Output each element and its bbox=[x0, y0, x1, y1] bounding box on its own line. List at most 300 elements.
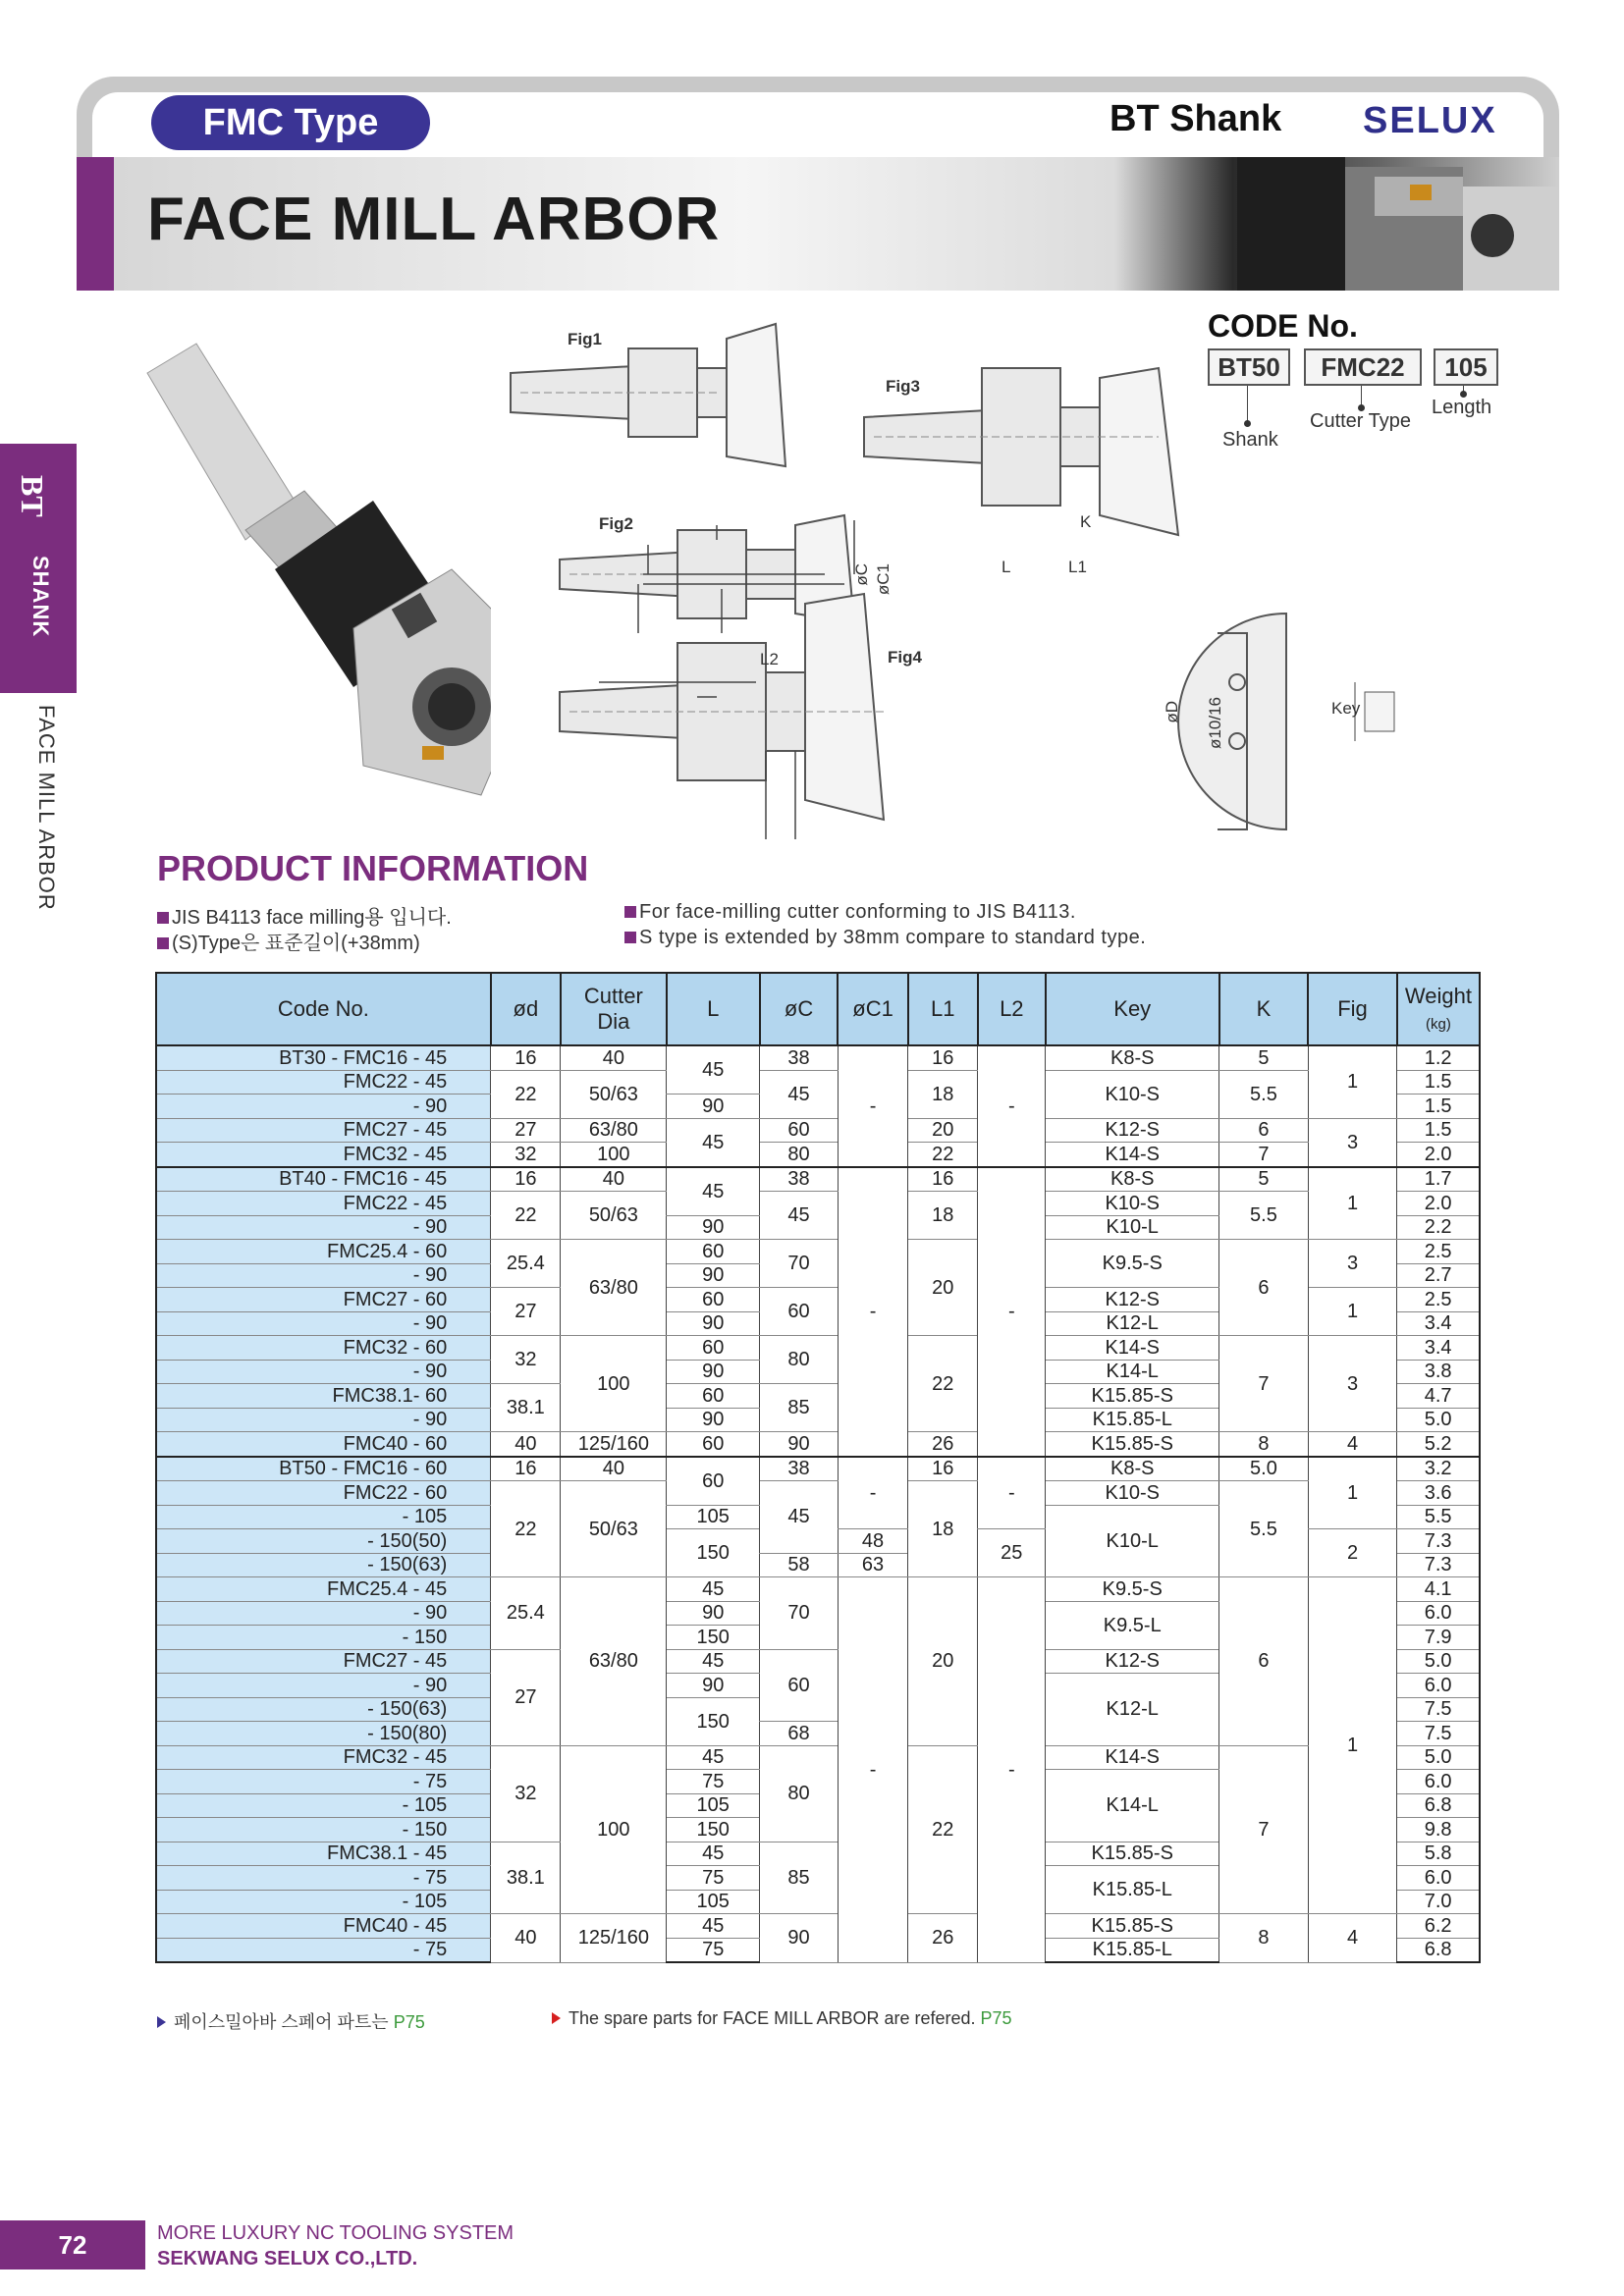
table-cell: K14-S bbox=[1046, 1336, 1219, 1361]
header-key: Key bbox=[1046, 973, 1219, 1045]
table-cell: 25.4 bbox=[491, 1577, 561, 1650]
table-cell: 26 bbox=[908, 1914, 978, 1963]
dim-hole-label: ø10/16 bbox=[1206, 697, 1224, 749]
table-cell: 1.5 bbox=[1397, 1118, 1480, 1143]
table-cell: 90 bbox=[667, 1601, 760, 1626]
table-cell: 45 bbox=[760, 1481, 839, 1554]
table-cell: 7.5 bbox=[1397, 1722, 1480, 1746]
code-cell: FMC40 - 45 bbox=[156, 1914, 491, 1939]
table-cell: 20 bbox=[908, 1240, 978, 1336]
table-cell: 4 bbox=[1308, 1432, 1397, 1457]
table-cell: 63 bbox=[838, 1553, 907, 1577]
fig1-label: Fig1 bbox=[568, 330, 602, 348]
table-cell: K12-S bbox=[1046, 1649, 1219, 1674]
table-cell: 50/63 bbox=[561, 1481, 667, 1577]
table-cell: 63/80 bbox=[561, 1240, 667, 1336]
code-cell: - 150(50) bbox=[156, 1529, 491, 1554]
table-cell: 20 bbox=[908, 1118, 978, 1143]
table-cell: 38.1 bbox=[491, 1384, 561, 1432]
table-cell: 2.5 bbox=[1397, 1288, 1480, 1312]
table-cell: 5.5 bbox=[1219, 1481, 1309, 1577]
table-cell: 105 bbox=[667, 1890, 760, 1914]
table-cell: 22 bbox=[908, 1143, 978, 1167]
code-cell: - 75 bbox=[156, 1866, 491, 1891]
table-cell: 75 bbox=[667, 1938, 760, 1962]
table-cell: 45 bbox=[667, 1649, 760, 1674]
header-l2: L2 bbox=[978, 973, 1046, 1045]
table-cell: 7.0 bbox=[1397, 1890, 1480, 1914]
dim-od-label: øD bbox=[1163, 701, 1181, 723]
table-cell: 5.0 bbox=[1397, 1745, 1480, 1770]
code-cell: FMC25.4 - 45 bbox=[156, 1577, 491, 1602]
header-k: K bbox=[1219, 973, 1309, 1045]
table-cell: 27 bbox=[491, 1649, 561, 1745]
table-cell: 6.0 bbox=[1397, 1674, 1480, 1698]
table-cell: 26 bbox=[908, 1432, 978, 1457]
table-cell: 2.0 bbox=[1397, 1143, 1480, 1167]
code-shank-box: BT50 bbox=[1208, 348, 1290, 386]
note-ko-1: JIS B4113 face milling용 입니다. bbox=[157, 901, 452, 930]
table-row bbox=[156, 1240, 1480, 1264]
table-cell: 90 bbox=[667, 1674, 760, 1698]
dim-l1-label: L1 bbox=[1068, 558, 1087, 576]
spare-parts-note-ko: 페이스밀아바 스페어 파트는 P75 bbox=[157, 2008, 425, 2034]
table-cell: 60 bbox=[760, 1649, 839, 1722]
table-cell: 60 bbox=[667, 1240, 760, 1264]
table-cell: - bbox=[838, 1045, 907, 1167]
table-cell: 48 bbox=[838, 1529, 907, 1554]
table-cell: 150 bbox=[667, 1697, 760, 1745]
table-cell: 45 bbox=[667, 1577, 760, 1602]
code-length-label: Length bbox=[1432, 397, 1492, 418]
code-shank-label: Shank bbox=[1222, 429, 1278, 451]
code-cell: - 105 bbox=[156, 1890, 491, 1914]
spec-table bbox=[155, 972, 1481, 1963]
table-cell: K9.5-S bbox=[1046, 1577, 1219, 1602]
table-cell: 45 bbox=[667, 1118, 760, 1167]
header-oc: øC bbox=[760, 973, 839, 1045]
code-cell: FMC27 - 45 bbox=[156, 1118, 491, 1143]
table-cell: 45 bbox=[667, 1842, 760, 1866]
brand-logo: SELUX bbox=[1363, 100, 1497, 141]
table-row bbox=[156, 1914, 1480, 1939]
table-cell: 1 bbox=[1308, 1457, 1397, 1529]
code-cell: FMC32 - 45 bbox=[156, 1143, 491, 1167]
code-cell: BT30 - FMC16 - 45 bbox=[156, 1045, 491, 1070]
table-cell: 2 bbox=[1308, 1529, 1397, 1577]
table-cell: 2.2 bbox=[1397, 1215, 1480, 1240]
table-cell: K8-S bbox=[1046, 1457, 1219, 1481]
table-cell: K14-S bbox=[1046, 1745, 1219, 1770]
table-cell: K10-L bbox=[1046, 1505, 1219, 1577]
table-cell: 150 bbox=[667, 1626, 760, 1650]
table-cell: 70 bbox=[760, 1240, 839, 1288]
table-cell: 32 bbox=[491, 1745, 561, 1842]
table-cell: 40 bbox=[491, 1914, 561, 1963]
table-cell: 1.2 bbox=[1397, 1045, 1480, 1070]
header-fig: Fig bbox=[1308, 973, 1397, 1045]
table-cell: 5.0 bbox=[1219, 1457, 1309, 1481]
header-l: L bbox=[667, 973, 760, 1045]
table-header-row bbox=[156, 973, 1480, 1045]
table-cell: 3 bbox=[1308, 1240, 1397, 1288]
table-cell: 25 bbox=[978, 1529, 1046, 1577]
table-cell: K8-S bbox=[1046, 1045, 1219, 1070]
code-cell: FMC25.4 - 60 bbox=[156, 1240, 491, 1264]
triangle-bullet-icon bbox=[552, 2012, 561, 2024]
table-cell: 3.8 bbox=[1397, 1360, 1480, 1384]
table-cell: 105 bbox=[667, 1505, 760, 1529]
header-oc1: øC1 bbox=[838, 973, 907, 1045]
table-cell: 22 bbox=[491, 1192, 561, 1240]
table-cell: K15.85-S bbox=[1046, 1842, 1219, 1866]
table-cell: 27 bbox=[491, 1118, 561, 1143]
table-cell: 1 bbox=[1308, 1577, 1397, 1914]
table-cell: 100 bbox=[561, 1336, 667, 1432]
table-row bbox=[156, 1070, 1480, 1095]
spare-parts-link-en[interactable]: P75 bbox=[980, 2008, 1012, 2028]
table-cell: 3.4 bbox=[1397, 1311, 1480, 1336]
table-row bbox=[156, 1432, 1480, 1457]
header-l1: L1 bbox=[908, 973, 978, 1045]
table-cell: 7.3 bbox=[1397, 1529, 1480, 1554]
table-cell: 8 bbox=[1219, 1432, 1309, 1457]
table-cell: K15.85-L bbox=[1046, 1408, 1219, 1432]
code-cell: - 90 bbox=[156, 1095, 491, 1119]
table-cell: 6 bbox=[1219, 1118, 1309, 1143]
table-cell: 7.3 bbox=[1397, 1553, 1480, 1577]
table-cell: 1.5 bbox=[1397, 1070, 1480, 1095]
table-cell: K8-S bbox=[1046, 1167, 1219, 1192]
table-cell: 90 bbox=[667, 1360, 760, 1384]
side-tab-shank: SHANK bbox=[28, 556, 53, 638]
table-cell: 20 bbox=[908, 1577, 978, 1746]
table-cell: 150 bbox=[667, 1818, 760, 1842]
table-cell: 80 bbox=[760, 1745, 839, 1842]
code-cell: BT50 - FMC16 - 60 bbox=[156, 1457, 491, 1481]
table-cell: 85 bbox=[760, 1384, 839, 1432]
table-cell: - bbox=[838, 1457, 907, 1529]
table-cell: 5 bbox=[1219, 1167, 1309, 1192]
table-cell: 90 bbox=[760, 1432, 839, 1457]
table-row bbox=[156, 1118, 1480, 1143]
note-en-2: S type is extended by 38mm compare to standard type. bbox=[624, 927, 1146, 949]
code-cell: - 90 bbox=[156, 1215, 491, 1240]
table-cell: 16 bbox=[491, 1167, 561, 1192]
side-tab-bt: BT bbox=[15, 475, 50, 517]
fig3-label: Fig3 bbox=[886, 377, 920, 396]
table-cell: 105 bbox=[667, 1793, 760, 1818]
table-cell: 100 bbox=[561, 1143, 667, 1167]
code-cell: - 75 bbox=[156, 1938, 491, 1962]
table-cell: 6.0 bbox=[1397, 1866, 1480, 1891]
table-cell: 6 bbox=[1219, 1577, 1309, 1746]
table-row bbox=[156, 1745, 1480, 1770]
code-cell: - 150 bbox=[156, 1818, 491, 1842]
triangle-bullet-icon bbox=[157, 2016, 166, 2028]
table-cell: 90 bbox=[667, 1215, 760, 1240]
fig4-label: Fig4 bbox=[888, 648, 922, 667]
table-cell: 70 bbox=[760, 1577, 839, 1650]
table-cell: 22 bbox=[908, 1745, 978, 1914]
technical-drawings bbox=[491, 309, 1404, 849]
table-cell: - bbox=[978, 1045, 1046, 1167]
table-cell: 7 bbox=[1219, 1143, 1309, 1167]
table-cell: 1.5 bbox=[1397, 1095, 1480, 1119]
table-cell: 16 bbox=[491, 1457, 561, 1481]
dim-l-label: L bbox=[1001, 558, 1011, 576]
table-cell: 60 bbox=[667, 1336, 760, 1361]
table-cell: 3 bbox=[1308, 1336, 1397, 1432]
table-cell: 5.0 bbox=[1397, 1649, 1480, 1674]
code-cell: - 90 bbox=[156, 1263, 491, 1288]
code-cell: FMC27 - 45 bbox=[156, 1649, 491, 1674]
table-cell: K12-S bbox=[1046, 1118, 1219, 1143]
table-cell: 45 bbox=[667, 1045, 760, 1095]
table-cell: 7.5 bbox=[1397, 1697, 1480, 1722]
table-cell: 16 bbox=[908, 1457, 978, 1481]
table-cell: 16 bbox=[908, 1167, 978, 1192]
code-cell: FMC22 - 45 bbox=[156, 1070, 491, 1095]
table-cell: 7.9 bbox=[1397, 1626, 1480, 1650]
table-cell: 2.0 bbox=[1397, 1192, 1480, 1216]
code-cell: - 90 bbox=[156, 1674, 491, 1698]
code-cell: - 105 bbox=[156, 1505, 491, 1529]
dim-l2-label: L2 bbox=[760, 650, 779, 668]
table-cell: 8 bbox=[1219, 1914, 1309, 1963]
table-cell: 6 bbox=[1219, 1240, 1309, 1336]
table-row bbox=[156, 1192, 1480, 1216]
table-cell: 60 bbox=[760, 1118, 839, 1143]
code-cell: FMC32 - 60 bbox=[156, 1336, 491, 1361]
table-cell: 150 bbox=[667, 1529, 760, 1577]
code-shank-dot bbox=[1244, 420, 1251, 427]
table-cell: 5.5 bbox=[1219, 1070, 1309, 1118]
table-cell: 50/63 bbox=[561, 1192, 667, 1240]
page-title: FACE MILL ARBOR bbox=[147, 186, 721, 253]
table-row bbox=[156, 1143, 1480, 1167]
dim-key-label: Key bbox=[1331, 699, 1361, 718]
table-cell: 90 bbox=[667, 1408, 760, 1432]
spare-parts-note-en: The spare parts for FACE MILL ARBOR are refered. P75 bbox=[552, 2008, 1012, 2029]
table-row bbox=[156, 1045, 1480, 1070]
note-ko-2: (S)Type은 표준길이(+38mm) bbox=[157, 927, 420, 955]
table-cell: 1 bbox=[1308, 1045, 1397, 1118]
table-cell: 125/160 bbox=[561, 1914, 667, 1963]
table-cell: 5.8 bbox=[1397, 1842, 1480, 1866]
table-cell: 90 bbox=[667, 1311, 760, 1336]
table-cell: 25.4 bbox=[491, 1240, 561, 1288]
table-cell: 1.7 bbox=[1397, 1167, 1480, 1192]
code-cell: BT40 - FMC16 - 45 bbox=[156, 1167, 491, 1192]
table-cell: K12-L bbox=[1046, 1311, 1219, 1336]
table-cell: 40 bbox=[491, 1432, 561, 1457]
table-cell: 2.5 bbox=[1397, 1240, 1480, 1264]
spare-parts-link-ko[interactable]: P75 bbox=[393, 2012, 425, 2032]
table-cell: 63/80 bbox=[561, 1118, 667, 1143]
table-cell: 40 bbox=[561, 1045, 667, 1070]
footer-slogan: MORE LUXURY NC TOOLING SYSTEM bbox=[157, 2222, 514, 2244]
code-cutter-box: FMC22 bbox=[1304, 348, 1422, 386]
code-cell: FMC32 - 45 bbox=[156, 1745, 491, 1770]
code-cell: FMC27 - 60 bbox=[156, 1288, 491, 1312]
code-no-title: CODE No. bbox=[1208, 308, 1358, 344]
table-cell: 6.2 bbox=[1397, 1914, 1480, 1939]
table-cell: - bbox=[838, 1577, 907, 1963]
header-cutter: Cutter Dia bbox=[561, 973, 667, 1045]
table-cell: 5.5 bbox=[1219, 1192, 1309, 1240]
table-cell: 90 bbox=[667, 1095, 760, 1119]
table-cell: 4.7 bbox=[1397, 1384, 1480, 1409]
table-cell: 45 bbox=[760, 1192, 839, 1240]
code-cell: FMC22 - 60 bbox=[156, 1481, 491, 1506]
table-cell: 4 bbox=[1308, 1914, 1397, 1963]
table-row bbox=[156, 1481, 1480, 1506]
table-cell: 80 bbox=[760, 1336, 839, 1384]
table-cell: 1 bbox=[1308, 1288, 1397, 1336]
table-row bbox=[156, 1577, 1480, 1602]
table-cell: K10-S bbox=[1046, 1192, 1219, 1216]
table-cell: 3 bbox=[1308, 1118, 1397, 1167]
table-cell: 5 bbox=[1219, 1045, 1309, 1070]
note-en-1: For face-milling cutter conforming to JIS B4113. bbox=[624, 901, 1076, 924]
table-cell: K15.85-L bbox=[1046, 1938, 1219, 1962]
table-cell: 90 bbox=[760, 1914, 839, 1963]
table-cell: 80 bbox=[760, 1143, 839, 1167]
table-cell: 16 bbox=[908, 1045, 978, 1070]
table-cell: - bbox=[838, 1167, 907, 1457]
table-cell: 22 bbox=[491, 1481, 561, 1577]
table-cell: K9.5-S bbox=[1046, 1240, 1219, 1288]
shank-title: BT Shank bbox=[1110, 98, 1282, 139]
table-cell: K15.85-S bbox=[1046, 1384, 1219, 1409]
table-cell: K10-L bbox=[1046, 1215, 1219, 1240]
table-cell: 60 bbox=[667, 1288, 760, 1312]
side-section-label: FACE MILL ARBOR bbox=[34, 705, 59, 911]
table-cell: 18 bbox=[908, 1070, 978, 1118]
table-cell: 38 bbox=[760, 1457, 839, 1481]
table-cell: 7 bbox=[1219, 1336, 1309, 1432]
table-cell: 16 bbox=[491, 1045, 561, 1070]
table-cell: 9.8 bbox=[1397, 1818, 1480, 1842]
table-cell: 45 bbox=[667, 1914, 760, 1939]
table-cell: 60 bbox=[760, 1288, 839, 1336]
table-cell: 125/160 bbox=[561, 1432, 667, 1457]
code-cell: FMC38.1- 60 bbox=[156, 1384, 491, 1409]
table-cell: K15.85-S bbox=[1046, 1432, 1219, 1457]
header-weight: Weight (kg) bbox=[1397, 973, 1480, 1045]
code-cell: - 90 bbox=[156, 1408, 491, 1432]
code-shank-leader bbox=[1247, 386, 1248, 425]
table-cell: 75 bbox=[667, 1866, 760, 1891]
table-cell: 60 bbox=[667, 1457, 760, 1506]
table-row bbox=[156, 1167, 1480, 1192]
code-cell: - 150(63) bbox=[156, 1697, 491, 1722]
table-cell: - bbox=[978, 1457, 1046, 1529]
table-cell: 38.1 bbox=[491, 1842, 561, 1914]
table-cell: 45 bbox=[760, 1070, 839, 1118]
table-cell: 32 bbox=[491, 1143, 561, 1167]
table-cell: 6.0 bbox=[1397, 1601, 1480, 1626]
table-row bbox=[156, 1336, 1480, 1361]
table-cell: K12-S bbox=[1046, 1288, 1219, 1312]
table-cell: 22 bbox=[491, 1070, 561, 1118]
table-cell: K12-L bbox=[1046, 1674, 1219, 1746]
table-cell: 40 bbox=[561, 1457, 667, 1481]
dim-oc1-label: øC1 bbox=[874, 563, 893, 596]
code-cell: FMC22 - 45 bbox=[156, 1192, 491, 1216]
table-cell: 60 bbox=[667, 1432, 760, 1457]
table-cell: 6.8 bbox=[1397, 1938, 1480, 1962]
header-code: Code No. bbox=[156, 973, 491, 1045]
code-length-box: 105 bbox=[1434, 348, 1498, 386]
table-cell: K10-S bbox=[1046, 1070, 1219, 1118]
table-cell: 38 bbox=[760, 1167, 839, 1192]
product-info-title: PRODUCT INFORMATION bbox=[157, 848, 589, 888]
table-cell: 3.6 bbox=[1397, 1481, 1480, 1506]
table-cell: 60 bbox=[667, 1384, 760, 1409]
table-cell: 6.8 bbox=[1397, 1793, 1480, 1818]
table-cell: 3.2 bbox=[1397, 1457, 1480, 1481]
table-cell: K14-L bbox=[1046, 1360, 1219, 1384]
table-cell: 90 bbox=[667, 1263, 760, 1288]
table-cell: K9.5-L bbox=[1046, 1601, 1219, 1649]
table-cell: 7 bbox=[1219, 1745, 1309, 1914]
table-cell: 50/63 bbox=[561, 1070, 667, 1118]
table-cell: 32 bbox=[491, 1336, 561, 1384]
code-cell: - 150(80) bbox=[156, 1722, 491, 1746]
table-cell: 27 bbox=[491, 1288, 561, 1336]
code-cell: - 90 bbox=[156, 1360, 491, 1384]
table-cell: 2.7 bbox=[1397, 1263, 1480, 1288]
table-cell: 63/80 bbox=[561, 1577, 667, 1746]
code-cell: - 90 bbox=[156, 1311, 491, 1336]
dim-oc-label: øC bbox=[852, 563, 871, 586]
table-cell: 18 bbox=[908, 1481, 978, 1577]
table-cell: 3.4 bbox=[1397, 1336, 1480, 1361]
table-cell: 100 bbox=[561, 1745, 667, 1914]
code-cutter-label: Cutter Type bbox=[1310, 410, 1412, 432]
code-cell: - 105 bbox=[156, 1793, 491, 1818]
table-cell: 6.0 bbox=[1397, 1770, 1480, 1794]
table-cell: 75 bbox=[667, 1770, 760, 1794]
table-cell: 4.1 bbox=[1397, 1577, 1480, 1602]
footer-company: SEKWANG SELUX CO.,LTD. bbox=[157, 2248, 418, 2269]
table-cell: K10-S bbox=[1046, 1481, 1219, 1506]
table-cell: 18 bbox=[908, 1192, 978, 1240]
dim-k-label: K bbox=[1080, 512, 1092, 531]
table-cell: K15.85-S bbox=[1046, 1914, 1219, 1939]
table-cell: - bbox=[978, 1167, 1046, 1457]
code-cell: FMC38.1 - 45 bbox=[156, 1842, 491, 1866]
code-cell: - 90 bbox=[156, 1601, 491, 1626]
header-od: ød bbox=[491, 973, 561, 1045]
code-cell: - 150 bbox=[156, 1626, 491, 1650]
code-cell: FMC40 - 60 bbox=[156, 1432, 491, 1457]
table-cell: 40 bbox=[561, 1167, 667, 1192]
table-cell: 85 bbox=[760, 1842, 839, 1914]
table-cell: 5.2 bbox=[1397, 1432, 1480, 1457]
table-row bbox=[156, 1457, 1480, 1481]
table-cell: 45 bbox=[667, 1745, 760, 1770]
table-cell: 68 bbox=[760, 1722, 839, 1746]
code-cell: - 75 bbox=[156, 1770, 491, 1794]
table-cell: 5.5 bbox=[1397, 1505, 1480, 1529]
table-cell: K15.85-L bbox=[1046, 1866, 1219, 1914]
code-cell: - 150(63) bbox=[156, 1553, 491, 1577]
table-cell: 45 bbox=[667, 1167, 760, 1216]
page-number: 72 bbox=[0, 2220, 145, 2269]
